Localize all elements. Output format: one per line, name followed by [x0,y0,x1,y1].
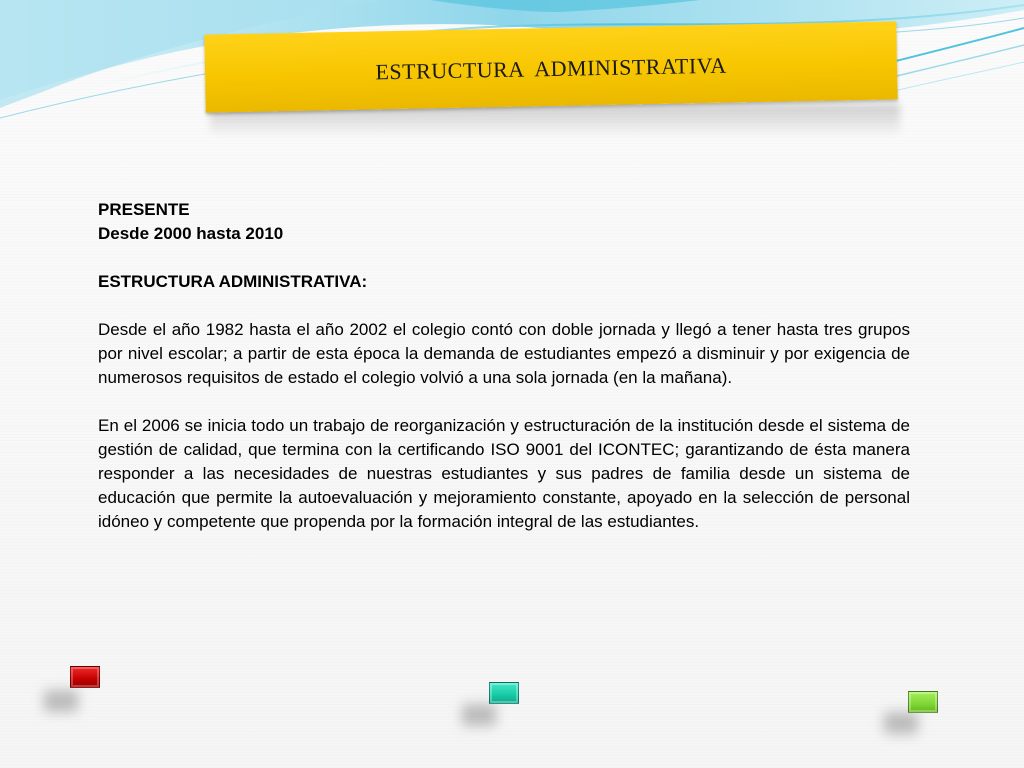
teal-button-shadow [462,704,496,726]
spacer [98,246,910,270]
spacer [98,390,910,414]
green-button-shadow [884,712,918,734]
paragraph-reorganization: En el 2006 se inicia todo un trabajo de reorganización y estructuración de la institución desde el sistema de gestión de calidad, que termina con la certificando ISO 9001 del ICONTEC; garantizando de ésta manera responder a las necesidades de nuestras estudiantes y sus padres de familia desde un sistema de educación que permite la autoevaluación y mejoramiento constante, apoyado en la selección de personal idóneo y competente que propenda por la formación integral de las estudiantes. [98,416,910,531]
green-nav-button[interactable] [908,691,938,713]
title-banner [204,21,897,112]
heading-presente: PRESENTE [98,200,190,219]
teal-nav-button[interactable] [489,682,519,704]
slide-title: ESTRUCTURA ADMINISTRATIVA [375,52,727,85]
red-button-shadow [44,690,78,712]
red-nav-button[interactable] [70,666,100,688]
spacer [98,294,910,318]
paragraph-history: Desde el año 1982 hasta el año 2002 el colegio contó con doble jornada y llegó a tener hasta tres grupos por nivel escolar; a partir de esta época la demanda de estudiantes empezó a disminuir y por exigencia de numerosos requisitos de estado el colegio volvió a una sola jornada (en la mañana). [98,320,910,387]
section-title: ESTRUCTURA ADMINISTRATIVA: [98,272,368,291]
heading-date-range: Desde 2000 hasta 2010 [98,224,284,243]
slide-content [98,198,910,534]
